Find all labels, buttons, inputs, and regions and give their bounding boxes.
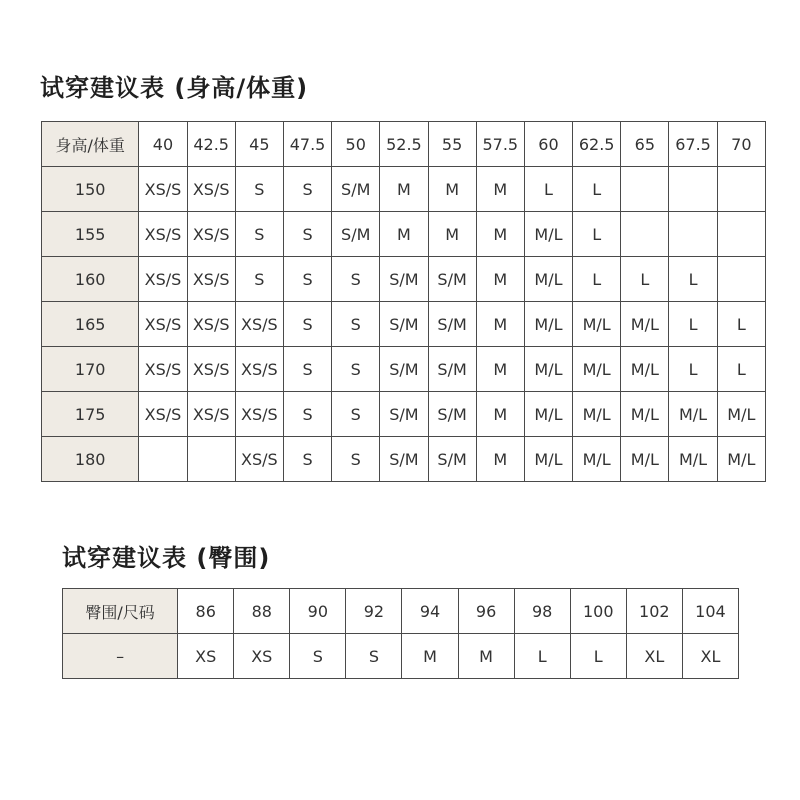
size-cell: XS [234,634,290,679]
size-cell: S [346,634,402,679]
size-cell: XS/S [235,437,283,482]
size-cell: M [476,437,524,482]
table-row [42,257,766,302]
size-cell: M/L [524,257,572,302]
size-cell: L [573,167,621,212]
weight-header: 70 [717,122,765,167]
height-label: 155 [42,212,139,257]
size-cell: S [235,257,283,302]
size-cell: M/L [573,392,621,437]
size-cell: M/L [524,437,572,482]
hip-header: 96 [458,589,514,634]
size-cell: S/M [428,302,476,347]
size-cell [669,212,717,257]
size-cell: M/L [573,302,621,347]
size-cell [139,437,187,482]
height-label: 165 [42,302,139,347]
size-cell [717,167,765,212]
size-cell: XS/S [139,347,187,392]
table-row [42,392,766,437]
hip-table-title: 试穿建议表 (臀围) [62,544,271,572]
size-cell: XS/S [235,392,283,437]
hip-header: 92 [346,589,402,634]
hip-header: 86 [178,589,234,634]
size-cell: S [283,437,331,482]
size-cell: XS/S [139,257,187,302]
size-cell: XS/S [187,302,235,347]
size-cell: L [621,257,669,302]
size-cell: M [476,257,524,302]
hip-header: 104 [682,589,738,634]
size-cell: M [380,212,428,257]
size-cell: L [573,257,621,302]
size-cell [621,212,669,257]
corner-header: 身高/体重 [42,122,139,167]
size-cell: M/L [669,392,717,437]
size-cell: S/M [380,302,428,347]
size-cell: M [476,212,524,257]
corner-header: 臀围/尺码 [63,589,178,634]
size-cell: S/M [428,347,476,392]
weight-header: 65 [621,122,669,167]
size-cell: S/M [428,437,476,482]
size-cell [621,167,669,212]
table-row [63,634,739,679]
hip-header: 88 [234,589,290,634]
size-cell: S/M [332,212,380,257]
size-cell: S [332,257,380,302]
size-cell: XL [626,634,682,679]
height-label: 180 [42,437,139,482]
size-cell: XS/S [187,392,235,437]
size-cell: M [476,302,524,347]
header-row [42,122,766,167]
size-cell: L [573,212,621,257]
size-cell: S [332,302,380,347]
height-weight-table-title: 试穿建议表 (身高/体重) [40,74,309,102]
size-cell: M/L [669,437,717,482]
size-cell: XS/S [235,347,283,392]
size-cell: M/L [524,392,572,437]
size-cell: M [458,634,514,679]
height-label: 175 [42,392,139,437]
height-weight-size-table [41,121,766,482]
size-cell [717,212,765,257]
weight-header: 55 [428,122,476,167]
size-cell: XS/S [187,167,235,212]
hip-header: 98 [514,589,570,634]
height-label: 160 [42,257,139,302]
size-cell: S [235,167,283,212]
hip-header: 94 [402,589,458,634]
size-cell: XS/S [235,302,283,347]
table-row [42,302,766,347]
size-cell: S/M [428,257,476,302]
size-cell: L [669,347,717,392]
size-cell: M [428,167,476,212]
size-cell: M [476,167,524,212]
size-cell: S/M [428,392,476,437]
size-cell: S [283,257,331,302]
size-cell: M/L [621,302,669,347]
size-cell: M [402,634,458,679]
size-cell: M/L [621,392,669,437]
size-cell: S [283,347,331,392]
weight-header: 67.5 [669,122,717,167]
size-cell: M/L [524,302,572,347]
size-cell: L [524,167,572,212]
size-cell: S [332,347,380,392]
size-cell: L [717,302,765,347]
size-cell: XS/S [139,212,187,257]
hip-size-table [62,588,739,679]
size-cell: S [283,212,331,257]
size-cell: XS/S [139,392,187,437]
weight-header: 60 [524,122,572,167]
header-row [63,589,739,634]
size-cell: M/L [621,347,669,392]
size-cell: M [476,347,524,392]
size-cell [669,167,717,212]
hip-header: 102 [626,589,682,634]
size-cell: XS/S [187,347,235,392]
size-cell: XS/S [187,257,235,302]
weight-header: 40 [139,122,187,167]
size-cell: M/L [524,347,572,392]
hip-header: 100 [570,589,626,634]
size-cell: XS [178,634,234,679]
weight-header: 42.5 [187,122,235,167]
size-cell: S/M [380,437,428,482]
hip-header: 90 [290,589,346,634]
size-cell: S [283,167,331,212]
table-row [42,437,766,482]
size-cell [717,257,765,302]
size-cell: S [290,634,346,679]
size-cell: S [283,302,331,347]
size-cell: M [380,167,428,212]
size-cell: M/L [717,392,765,437]
table-row [42,167,766,212]
size-cell: S/M [332,167,380,212]
size-cell: M/L [573,437,621,482]
size-cell: M/L [717,437,765,482]
size-cell: M/L [524,212,572,257]
weight-header: 47.5 [283,122,331,167]
size-cell [187,437,235,482]
weight-header: 50 [332,122,380,167]
size-cell: L [669,302,717,347]
table-row [42,347,766,392]
size-cell: M [428,212,476,257]
size-cell: XL [682,634,738,679]
size-cell: L [570,634,626,679]
size-cell: M/L [573,347,621,392]
size-cell: S [332,392,380,437]
size-cell: S/M [380,257,428,302]
size-cell: S [283,392,331,437]
table-row [42,212,766,257]
size-cell: XS/S [139,167,187,212]
weight-header: 52.5 [380,122,428,167]
size-cell: L [717,347,765,392]
size-cell: S/M [380,347,428,392]
row-label: – [63,634,178,679]
size-cell: XS/S [187,212,235,257]
size-cell: XS/S [139,302,187,347]
weight-header: 62.5 [573,122,621,167]
height-label: 170 [42,347,139,392]
size-cell: M/L [621,437,669,482]
size-cell: L [514,634,570,679]
size-cell: S [235,212,283,257]
height-label: 150 [42,167,139,212]
size-cell: L [669,257,717,302]
size-cell: S/M [380,392,428,437]
size-cell: M [476,392,524,437]
weight-header: 45 [235,122,283,167]
size-cell: S [332,437,380,482]
weight-header: 57.5 [476,122,524,167]
